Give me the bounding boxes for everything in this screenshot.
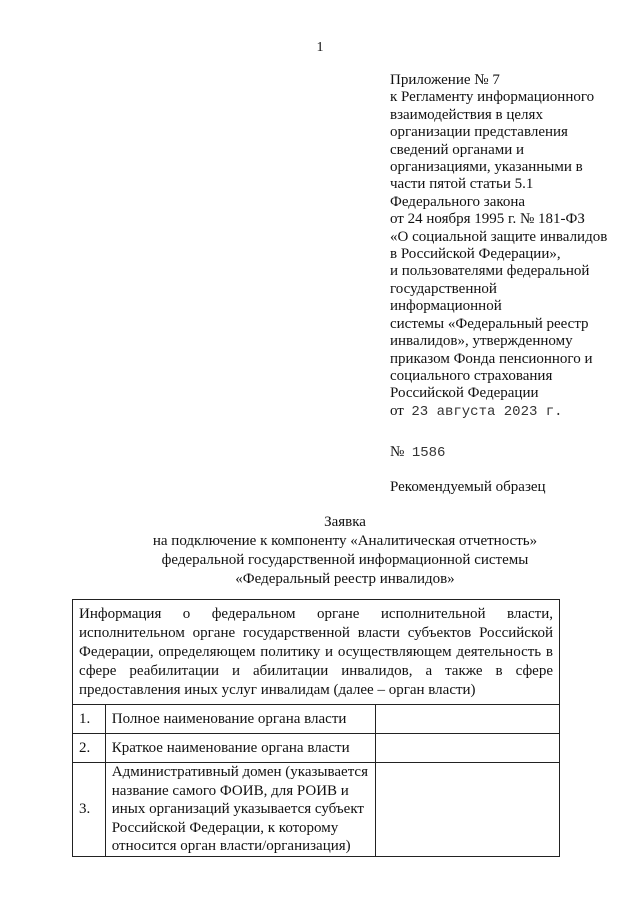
title-line: Заявка xyxy=(324,514,366,530)
row-value-cell[interactable] xyxy=(375,734,559,763)
appendix-line: приказом Фонда пенсионного и xyxy=(390,350,593,367)
title-line: на подключение к компоненту «Аналитическая отчетность» xyxy=(152,533,538,549)
table-row xyxy=(73,705,560,734)
row-label-line: Российской Федерации, к которому xyxy=(111,819,339,836)
order-number-value: 1586 xyxy=(411,445,446,461)
appendix-line: Приложение № 7 xyxy=(390,72,500,88)
appendix-line: от 24 ноября 1995 г. № 181-ФЗ xyxy=(390,211,585,228)
table-intro-cell xyxy=(73,600,560,705)
appendix-line: части пятой статьи 5.1 xyxy=(390,176,534,193)
appendix-line: «О социальной защите инвалидов xyxy=(390,228,608,245)
row-number: 2. xyxy=(73,734,106,763)
order-number xyxy=(390,444,445,461)
approval-date-value: 23 августа 2023 г. xyxy=(411,403,563,420)
appendix-line: инвалидов», утвержденному xyxy=(390,333,573,350)
approval-date-prefix: от xyxy=(390,402,404,419)
document-title xyxy=(0,513,640,589)
row-label-line: относится орган власти/организация) xyxy=(111,838,351,854)
appendix-line: Федерального закона xyxy=(390,193,526,210)
intro-line: исполнительном органе государственной власти субъектов Российской xyxy=(79,625,553,641)
row-value-cell[interactable] xyxy=(375,763,559,857)
appendix-line: Российской Федерации xyxy=(390,385,539,402)
row-number: 3. xyxy=(73,763,106,857)
appendix-line: организации представления xyxy=(390,124,568,141)
title-line: «Федеральный реестр инвалидов» xyxy=(235,571,455,587)
appendix-line: взаимодействия в целях xyxy=(390,106,543,123)
appendix-line: системы «Федеральный реестр xyxy=(390,315,589,332)
intro-line: предоставления иных услуг инвалидам (далее – орган власти) xyxy=(79,682,476,698)
appendix-line: организациями, указанными в xyxy=(390,159,583,176)
row-number: 1. xyxy=(73,705,106,734)
intro-line: Информация о федеральном органе исполнительной власти, xyxy=(79,606,553,622)
row-value-cell[interactable] xyxy=(375,705,559,734)
table-intro-row xyxy=(73,600,560,705)
appendix-line: информационной xyxy=(390,298,502,315)
page-number: 1 xyxy=(316,40,324,55)
order-number-prefix: № xyxy=(390,444,405,460)
appendix-line: государственной xyxy=(390,280,497,297)
approval-date xyxy=(390,403,620,421)
intro-line: Федерации, определяющем политику и осуществляющем деятельность в xyxy=(79,644,553,660)
row-label-line: иных организаций указывается субъект xyxy=(111,801,364,817)
intro-line: сфере реабилитации и абилитации инвалидов, а также в сфере xyxy=(79,663,553,679)
appendix-line: и пользователями федеральной xyxy=(390,263,590,280)
row-label xyxy=(105,763,375,857)
info-table xyxy=(72,599,560,857)
row-label-line: название самого ФОИВ, для РОИВ и xyxy=(111,782,349,799)
row-label-line: Административный домен (указывается xyxy=(111,764,368,780)
table-row xyxy=(73,734,560,763)
appendix-line: в Российской Федерации», xyxy=(390,246,561,263)
appendix-line: к Регламенту информационного xyxy=(390,89,595,106)
appendix-line: сведений органами и xyxy=(390,141,525,158)
appendix-line: социального страхования xyxy=(390,367,553,384)
table-row xyxy=(73,763,560,857)
title-line: федеральной государственной информационной системы xyxy=(161,552,529,568)
appendix-header xyxy=(390,72,620,421)
row-label: Полное наименование органа власти xyxy=(105,705,375,734)
sample-label: Рекомендуемый образец xyxy=(390,479,546,495)
row-label: Краткое наименование органа власти xyxy=(105,734,375,763)
